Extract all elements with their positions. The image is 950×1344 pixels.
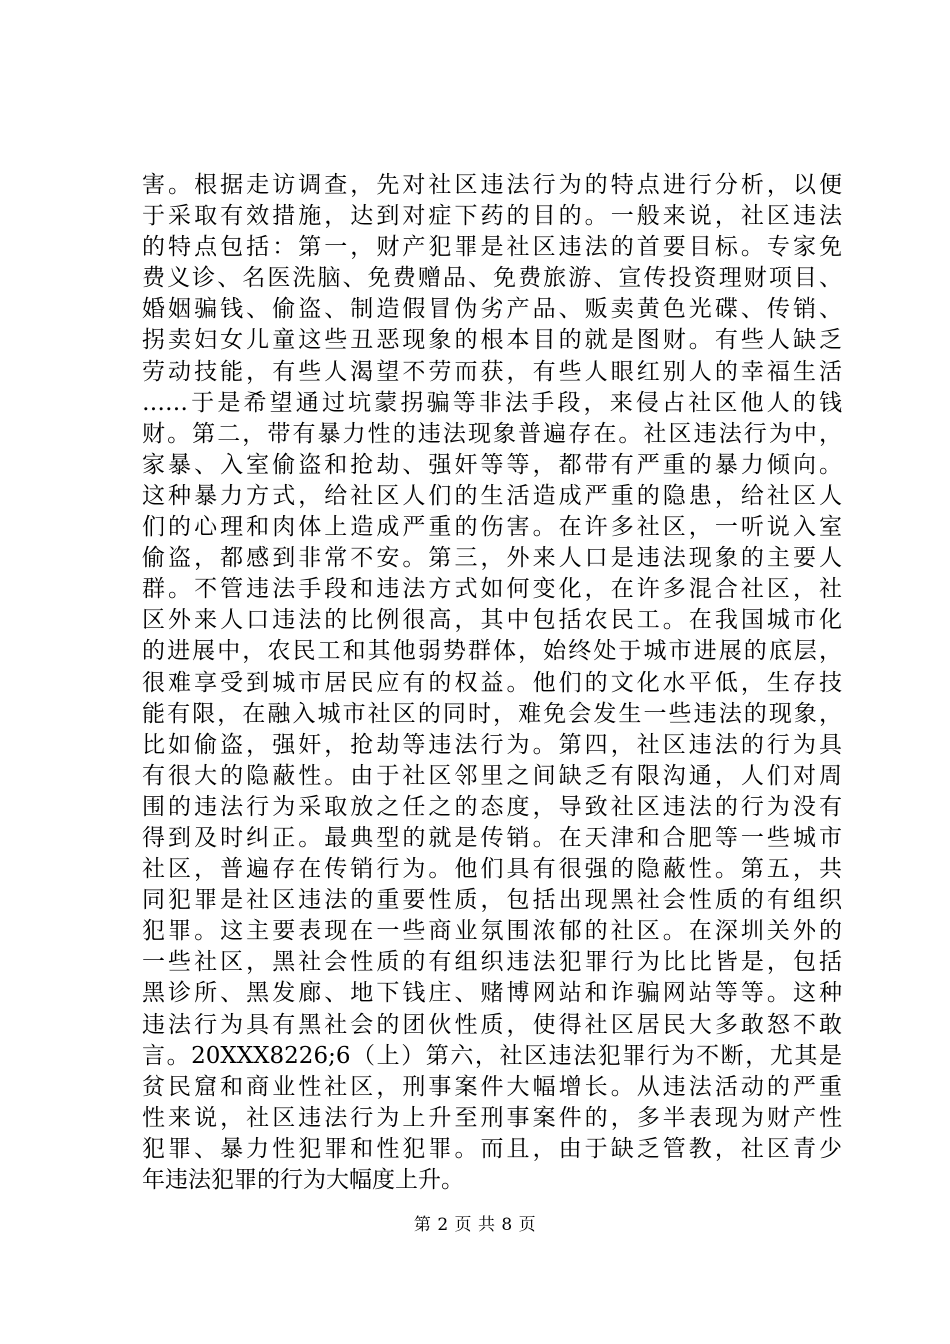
text-line: 很难享受到城市居民应有的权益。他们的文化水平低，生存技 <box>142 669 842 696</box>
text-line: 的特点包括：第一，财产犯罪是社区违法的首要目标。专家免 <box>142 234 842 261</box>
text-line: 一些社区，黑社会性质的有组织违法犯罪行为比比皆是，包括 <box>142 949 842 976</box>
text-line: 得到及时纠正。最典型的就是传销。在天津和合肥等一些城市 <box>142 824 842 851</box>
text-line: 社区，普遍存在传销行为。他们具有很强的隐蔽性。第五，共 <box>142 856 842 883</box>
text-line: 有很大的隐蔽性。由于社区邻里之间缺乏有限沟通，人们对周 <box>142 762 842 789</box>
text-line: 言。20XXX8226;6（上）第六，社区违法犯罪行为不断，尤其是 <box>142 1042 842 1069</box>
text-line: 群。不管违法手段和违法方式如何变化，在许多混合社区，社 <box>142 576 842 603</box>
text-line: 偷盗，都感到非常不安。第三，外来人口是违法现象的主要人 <box>142 545 842 572</box>
text-line: 比如偷盗，强奸，抢劫等违法行为。第四，社区违法的行为具 <box>142 731 842 758</box>
text-line: 于采取有效措施，达到对症下药的目的。一般来说，社区违法 <box>142 203 842 230</box>
text-line: 费义诊、名医洗脑、免费赠品、免费旅游、宣传投资理财项目、 <box>142 265 842 292</box>
text-line: 围的违法行为采取放之任之的态度，导致社区违法的行为没有 <box>142 793 842 820</box>
page-footer: 第 2 页 共 8 页 <box>413 1215 537 1235</box>
text-line: 违法行为具有黑社会的团伙性质，使得社区居民大多敢怒不敢 <box>142 1011 842 1038</box>
text-line: 害。根据走访调查，先对社区违法行为的特点进行分析，以便 <box>142 172 842 198</box>
text-line: 们的心理和肉体上造成严重的伤害。在许多社区，一听说入室 <box>142 514 842 541</box>
text-line: 拐卖妇女儿童这些丑恶现象的根本目的就是图财。有些人缺乏 <box>142 327 842 354</box>
text-line: 贫民窟和商业性社区，刑事案件大幅增长。从违法活动的严重 <box>142 1073 842 1100</box>
text-line: 劳动技能，有些人渴望不劳而获，有些人眼红别人的幸福生活 <box>142 358 842 385</box>
text-line: ……于是希望通过坑蒙拐骗等非法手段，来侵占社区他人的钱 <box>142 389 842 416</box>
text-line: 同犯罪是社区违法的重要性质，包括出现黑社会性质的有组织 <box>142 887 842 914</box>
text-line: 能有限，在融入城市社区的同时，难免会发生一些违法的现象， <box>142 700 842 727</box>
text-line: 婚姻骗钱、偷盗、制造假冒伪劣产品、贩卖黄色光碟、传销、 <box>142 296 842 323</box>
text-line: 犯罪、暴力性犯罪和性犯罪。而且，由于缺乏管教，社区青少 <box>142 1135 842 1162</box>
text-line: 性来说，社区违法行为上升至刑事案件的，多半表现为财产性 <box>142 1104 842 1131</box>
body-text <box>142 170 842 1196</box>
text-line: 的进展中，农民工和其他弱势群体，始终处于城市进展的底层， <box>142 638 842 665</box>
text-line: 财。第二，带有暴力性的违法现象普遍存在。社区违法行为中， <box>142 420 842 447</box>
text-line: 犯罪。这主要表现在一些商业氛围浓郁的社区。在深圳关外的 <box>142 918 842 945</box>
text-line: 这种暴力方式，给社区人们的生活造成严重的隐患，给社区人 <box>142 482 842 509</box>
text-line: 家暴、入室偷盗和抢劫、强奸等等，都带有严重的暴力倾向。 <box>142 451 842 478</box>
text-line: 区外来人口违法的比例很高，其中包括农民工。在我国城市化 <box>142 607 842 634</box>
text-line: 年违法犯罪的行为大幅度上升。 <box>142 1167 464 1193</box>
text-line: 黑诊所、黑发廊、地下钱庄、赌博网站和诈骗网站等等。这种 <box>142 980 842 1007</box>
